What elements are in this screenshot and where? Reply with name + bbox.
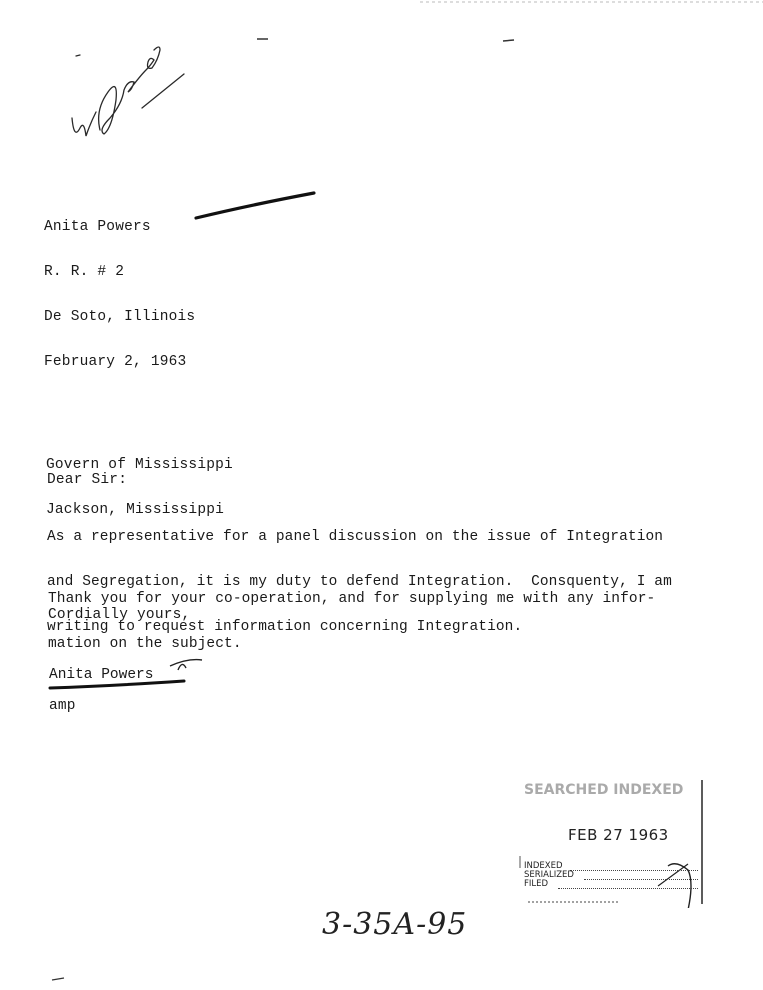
handwritten-initials-mark bbox=[72, 112, 96, 136]
recipient-line1: Govern of Mississippi bbox=[46, 457, 233, 473]
paragraph-line: and Segregation, it is my duty to defend Integration. Consquenty, I am bbox=[47, 574, 672, 590]
paragraph-line: writing to request information concerning Integration. bbox=[47, 619, 523, 635]
bottom-tick-mark bbox=[52, 978, 64, 980]
recipient-line2: Jackson, Mississippi bbox=[46, 502, 225, 518]
stamp-rule bbox=[570, 870, 698, 871]
sender-route: R. R. # 2 bbox=[44, 264, 125, 280]
stamp-rule bbox=[584, 879, 698, 880]
stamp-header: SEARCHED INDEXED bbox=[524, 782, 684, 798]
stamp-rule bbox=[558, 888, 698, 889]
received-stamp bbox=[518, 778, 704, 908]
typist-initials: amp bbox=[49, 698, 76, 714]
sender-name: Anita Powers bbox=[44, 219, 151, 235]
file-number: 3-35A-95 bbox=[322, 907, 468, 942]
sender-city: De Soto, Illinois bbox=[44, 309, 196, 325]
stamp-filed-label: FILED bbox=[524, 879, 549, 889]
paragraph-line: Thank you for your co-operation, and for supplying me with any infor- bbox=[48, 591, 656, 607]
salutation: Dear Sir: bbox=[47, 472, 128, 488]
letter-date: February 2, 1963 bbox=[44, 354, 187, 370]
signature-typed-name: Anita Powers bbox=[49, 667, 154, 683]
closing: Cordially yours, bbox=[48, 607, 191, 623]
top-dash-mark-2 bbox=[503, 40, 514, 41]
paragraph-line: As a representative for a panel discussion on the issue of Integration bbox=[47, 529, 664, 545]
handwritten-slash-mark bbox=[142, 74, 184, 108]
stamp-indexed-label: INDEXED bbox=[524, 861, 563, 871]
sender-address-block bbox=[44, 190, 195, 400]
handwritten-name-mark bbox=[99, 47, 160, 134]
handwritten-dot bbox=[76, 55, 80, 56]
stamp-date: FEB 27 1963 bbox=[568, 826, 669, 844]
address-strike-mark bbox=[196, 193, 314, 218]
stamp-serialized-label: SERIALIZED bbox=[524, 870, 574, 880]
paragraph-line: mation on the subject. bbox=[48, 636, 242, 652]
